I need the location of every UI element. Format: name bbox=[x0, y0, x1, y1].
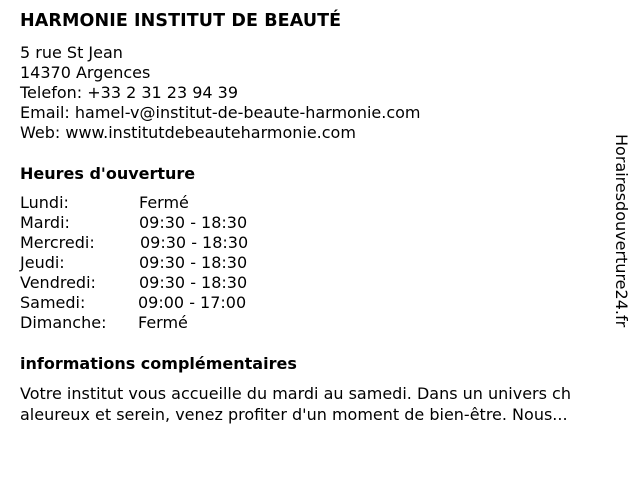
address-city: 14370 Argences bbox=[20, 63, 151, 82]
address-street: 5 rue St Jean bbox=[20, 43, 123, 62]
day-label: Lundi: bbox=[20, 193, 69, 212]
hours-row-dimanche bbox=[20, 313, 320, 333]
day-label: Vendredi: bbox=[20, 273, 96, 292]
day-hours: 09:30 - 18:30 bbox=[139, 253, 248, 272]
day-label: Dimanche: bbox=[20, 313, 107, 332]
day-hours: 09:30 - 18:30 bbox=[140, 233, 249, 252]
hours-row-mardi bbox=[20, 213, 320, 233]
info-heading: informations complémentaires bbox=[20, 354, 297, 373]
watermark-text: Horairesdouverture24.fr bbox=[612, 134, 631, 328]
day-hours: 09:30 - 18:30 bbox=[139, 213, 248, 232]
business-name: HARMONIE INSTITUT DE BEAUTÉ bbox=[20, 11, 342, 31]
day-label: Mercredi: bbox=[20, 233, 95, 252]
web-line: Web: www.institutdebeauteharmonie.com bbox=[20, 123, 356, 142]
email-line: Email: hamel-v@institut-de-beaute-harmonie.com bbox=[20, 103, 421, 122]
day-hours: 09:30 - 18:30 bbox=[139, 273, 248, 292]
day-label: Samedi: bbox=[20, 293, 86, 312]
hours-row-lundi bbox=[20, 193, 320, 213]
info-description bbox=[20, 383, 630, 425]
day-label: Mardi: bbox=[20, 213, 70, 232]
day-label: Jeudi: bbox=[20, 253, 65, 272]
description-line: Votre institut vous accueille du mardi au samedi. Dans un univers ch bbox=[20, 384, 571, 403]
hours-row-mercredi bbox=[20, 233, 320, 253]
hours-row-samedi bbox=[20, 293, 320, 313]
phone-line: Telefon: +33 2 31 23 94 39 bbox=[20, 83, 239, 102]
hours-row-vendredi bbox=[20, 273, 320, 293]
day-hours: Fermé bbox=[138, 313, 188, 332]
day-hours: Fermé bbox=[139, 193, 189, 212]
hours-heading: Heures d'ouverture bbox=[20, 164, 196, 183]
description-line: aleureux et serein, venez profiter d'un moment de bien-être. Nous... bbox=[20, 405, 568, 424]
hours-row-jeudi bbox=[20, 253, 320, 273]
day-hours: 09:00 - 17:00 bbox=[138, 293, 247, 312]
